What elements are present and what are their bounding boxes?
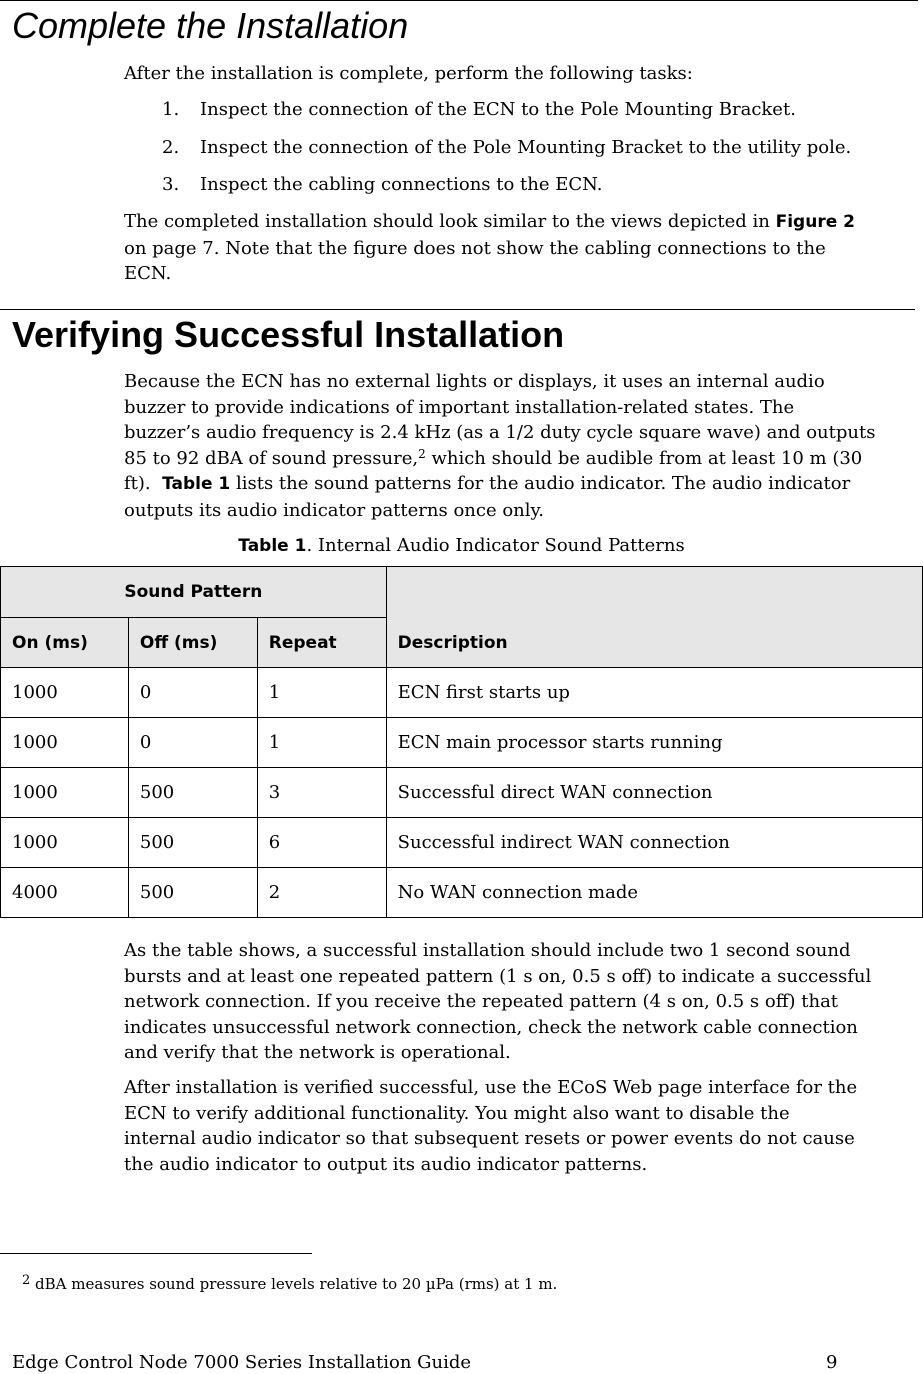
- paragraph-line: network connection. If you receive the repeated pattern (4 s on, 0.5 s off) that: [124, 991, 839, 1012]
- cell-off: 0: [128, 718, 257, 768]
- table-1-link[interactable]: Table 1: [162, 474, 231, 494]
- paragraph-line: ECN.: [124, 263, 172, 284]
- list-item: [162, 135, 851, 160]
- paragraph-line: As the table shows, a successful installation should include two 1 second sound: [124, 940, 851, 961]
- footnote: [22, 1274, 557, 1294]
- text-span: which should be audible from at least 10 m (30: [425, 447, 863, 469]
- cell-off: 500: [128, 868, 257, 918]
- table-row: [1, 668, 923, 718]
- buzzer-paragraph: [124, 369, 914, 523]
- footer-title: Edge Control Node 7000 Series Installation Guide: [12, 1352, 472, 1373]
- table-row: [1, 818, 923, 868]
- completion-paragraph: [124, 209, 914, 287]
- paragraph-line: indicates unsuccessful network connection, check the network cable connection: [124, 1016, 858, 1038]
- cell-description: No WAN connection made: [386, 868, 922, 918]
- paragraph-line: outputs its audio indicator patterns once only.: [124, 499, 545, 521]
- text-span: 85 to 92 dBA of sound pressure,: [124, 447, 419, 469]
- cell-off: 500: [128, 818, 257, 868]
- top-rule: [0, 0, 918, 1]
- paragraph-line: the audio indicator to output its audio indicator patterns.: [124, 1153, 648, 1175]
- footnote-ref[interactable]: 2: [418, 446, 426, 461]
- cell-on: 1000: [1, 768, 129, 818]
- caption-label: Table 1: [238, 536, 307, 556]
- text-span: The completed installation should look similar to the views depicted in: [124, 211, 770, 232]
- cell-on: 1000: [1, 818, 129, 868]
- description-header: Description: [386, 567, 922, 668]
- caption-text: . Internal Audio Indicator Sound Patterns: [306, 535, 685, 556]
- paragraph-line: [124, 446, 914, 472]
- repeat-header: Repeat: [257, 618, 386, 668]
- page-number: 9: [826, 1352, 838, 1373]
- table-summary-paragraph: [124, 938, 914, 1066]
- cell-description: Successful indirect WAN connection: [386, 818, 922, 868]
- paragraph-line: on page 7. Note that the figure does not show the cabling connections to the: [124, 237, 826, 259]
- paragraph-line: buzzer’s audio frequency is 2.4 kHz (as a 1/2 duty cycle square wave) and outputs: [124, 422, 876, 443]
- list-text: Inspect the cabling connections to the ECN.: [200, 174, 603, 195]
- cell-off: 0: [128, 668, 257, 718]
- section-heading-complete-installation: Complete the Installation: [12, 5, 409, 46]
- paragraph-line: and verify that the network is operational.: [124, 1042, 511, 1063]
- list-number: 3.: [162, 174, 180, 195]
- table-row: [1, 868, 923, 918]
- cell-on: 4000: [1, 868, 129, 918]
- text-span: lists the sound patterns for the audio indicator. The audio indicator: [235, 473, 851, 494]
- footnote-mark: 2: [22, 1273, 31, 1288]
- list-number: 1.: [162, 99, 180, 120]
- text-span: ft).: [124, 473, 151, 494]
- cell-repeat: 1: [257, 668, 386, 718]
- cell-description: ECN first starts up: [386, 668, 922, 718]
- cell-description: Successful direct WAN connection: [386, 768, 922, 818]
- cell-on: 1000: [1, 718, 129, 768]
- paragraph-line: Because the ECN has no external lights or displays, it uses an internal audio: [124, 371, 825, 392]
- cell-repeat: 1: [257, 718, 386, 768]
- after-verification-paragraph: [124, 1075, 914, 1177]
- intro-paragraph: After the installation is complete, perform the following tasks:: [124, 63, 693, 84]
- paragraph-line: bursts and at least one repeated pattern (1 s on, 0.5 s off) to indicate a successful: [124, 965, 872, 987]
- table-row: [1, 718, 923, 768]
- paragraph-line: [124, 209, 914, 236]
- cell-repeat: 3: [257, 768, 386, 818]
- footnote-separator: [0, 1253, 312, 1254]
- list-text: Inspect the connection of the Pole Mounting Bracket to the utility pole.: [200, 137, 852, 158]
- cell-repeat: 2: [257, 868, 386, 918]
- list-item: [162, 172, 602, 197]
- table-row: [1, 768, 923, 818]
- table-header-row: [1, 567, 923, 618]
- sound-pattern-table: [0, 566, 923, 918]
- table-caption: [0, 533, 923, 559]
- cell-on: 1000: [1, 668, 129, 718]
- section-heading-verifying: Verifying Successful Installation: [12, 314, 565, 355]
- paragraph-line: internal audio indicator so that subsequent resets or power events do not cause: [124, 1128, 855, 1149]
- off-ms-header: Off (ms): [128, 618, 257, 668]
- sound-pattern-header: Sound Pattern: [1, 567, 387, 618]
- paragraph-line: buzzer to provide indications of important installation-related states. The: [124, 396, 795, 418]
- list-text: Inspect the connection of the ECN to the Pole Mounting Bracket.: [200, 99, 796, 120]
- on-ms-header: On (ms): [1, 618, 129, 668]
- paragraph-line: After installation is verified successful, use the ECoS Web page interface for the: [124, 1077, 858, 1098]
- cell-repeat: 6: [257, 818, 386, 868]
- paragraph-line: [124, 471, 914, 498]
- list-item: [162, 97, 796, 122]
- cell-off: 500: [128, 768, 257, 818]
- paragraph-line: ECN to verify additional functionality. You might also want to disable the: [124, 1102, 790, 1124]
- cell-description: ECN main processor starts running: [386, 718, 922, 768]
- section-rule: [0, 309, 915, 310]
- list-number: 2.: [162, 137, 180, 158]
- footnote-text: dBA measures sound pressure levels relative to 20 µPa (rms) at 1 m.: [30, 1275, 558, 1293]
- figure-2-link[interactable]: Figure 2: [775, 212, 855, 232]
